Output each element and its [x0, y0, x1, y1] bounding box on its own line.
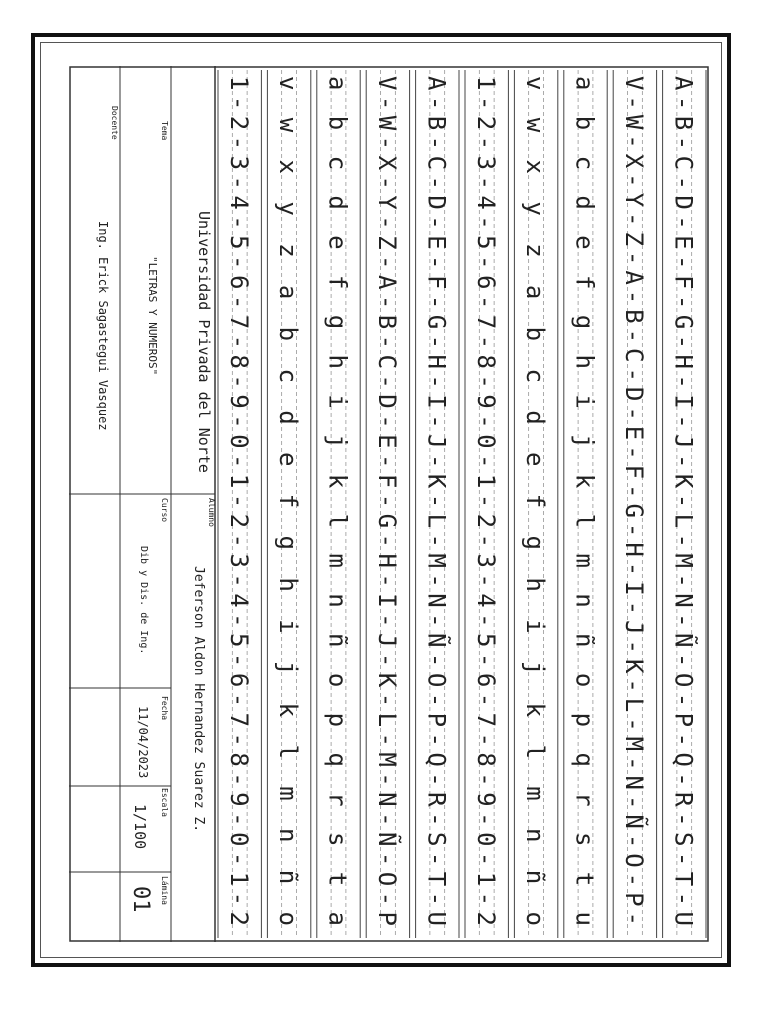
tema-value: "LETRAS Y NUMEROS" [146, 256, 159, 376]
lamina-label: Lámina [160, 876, 169, 905]
practice-area [218, 70, 706, 938]
practice-row-text: 1-2-3-4-5-6-7-8-9-0-1-2-3-4-5-6-7-8-9-0-1-2 [224, 76, 253, 926]
practice-row [663, 70, 706, 938]
alumno-value: Jeferson Aldon Hernandez Suarez Z. [191, 566, 206, 833]
practice-row [366, 70, 409, 938]
practice-row [465, 70, 508, 938]
drawing-sheet [69, 66, 709, 942]
practice-row-text: A-B-C-D-E-F-G-H-I-J-K-L-M-N-Ñ-O-P-Q-R-S-T-U [422, 76, 451, 926]
curso-label: Curso [160, 498, 169, 523]
practice-row [613, 70, 656, 938]
practice-row-text: V-W-X-Y-Z-A-B-C-D-E-F-G-H-I-J-K-L-M-N-Ñ-O-P [373, 76, 402, 926]
practice-row [564, 70, 607, 938]
practice-row-text: 1-2-3-4-5-6-7-8-9-0-1-2-3-4-5-6-7-8-9-0-1-2 [471, 76, 500, 926]
practice-row [514, 70, 557, 938]
curso-value: Dib y Dis. de Ing. [138, 546, 149, 655]
escala-label: Escala [160, 788, 169, 817]
practice-row [218, 70, 261, 938]
university-name: Universidad Privada del Norte [195, 211, 213, 473]
practice-row-text: v w x y z a b c d e f g h i j k l m n ñ o [521, 76, 550, 926]
docente-value: Ing. Erick Sagastegui Vasquez [96, 221, 110, 431]
practice-row [267, 70, 310, 938]
tema-label: Tema [160, 121, 169, 141]
practice-row-text: V-W-X-Y-Z-A-B-C-D-E-F-G-H-I-J-K-L-M-N-Ñ-O-P- [620, 76, 649, 926]
docente-label: Docente [110, 106, 119, 140]
sheet-svg [69, 66, 709, 942]
title-block [69, 66, 216, 942]
practice-row [416, 70, 459, 938]
fecha-label: Fecha [160, 696, 169, 721]
fecha-value: 11/04/2023 [136, 706, 150, 779]
practice-row-text: a b c d e f g h i j k l m n ñ o p q r s t a [323, 76, 352, 926]
alumno-label: Alumno [207, 498, 216, 527]
lamina-value: 01 [128, 886, 153, 913]
practice-row-text: v w x y z a b c d e f g h i j k l m n ñ o [274, 76, 303, 926]
practice-row-text: A-B-C-D-E-F-G-H-I-J-K-L-M-N-Ñ-O-P-Q-R-S-T-U [669, 76, 698, 926]
practice-row-text: a b c d e f g h i j k l m n ñ o p q r s t u [570, 76, 599, 926]
escala-value: 1/100 [131, 804, 149, 850]
practice-row [317, 70, 360, 938]
